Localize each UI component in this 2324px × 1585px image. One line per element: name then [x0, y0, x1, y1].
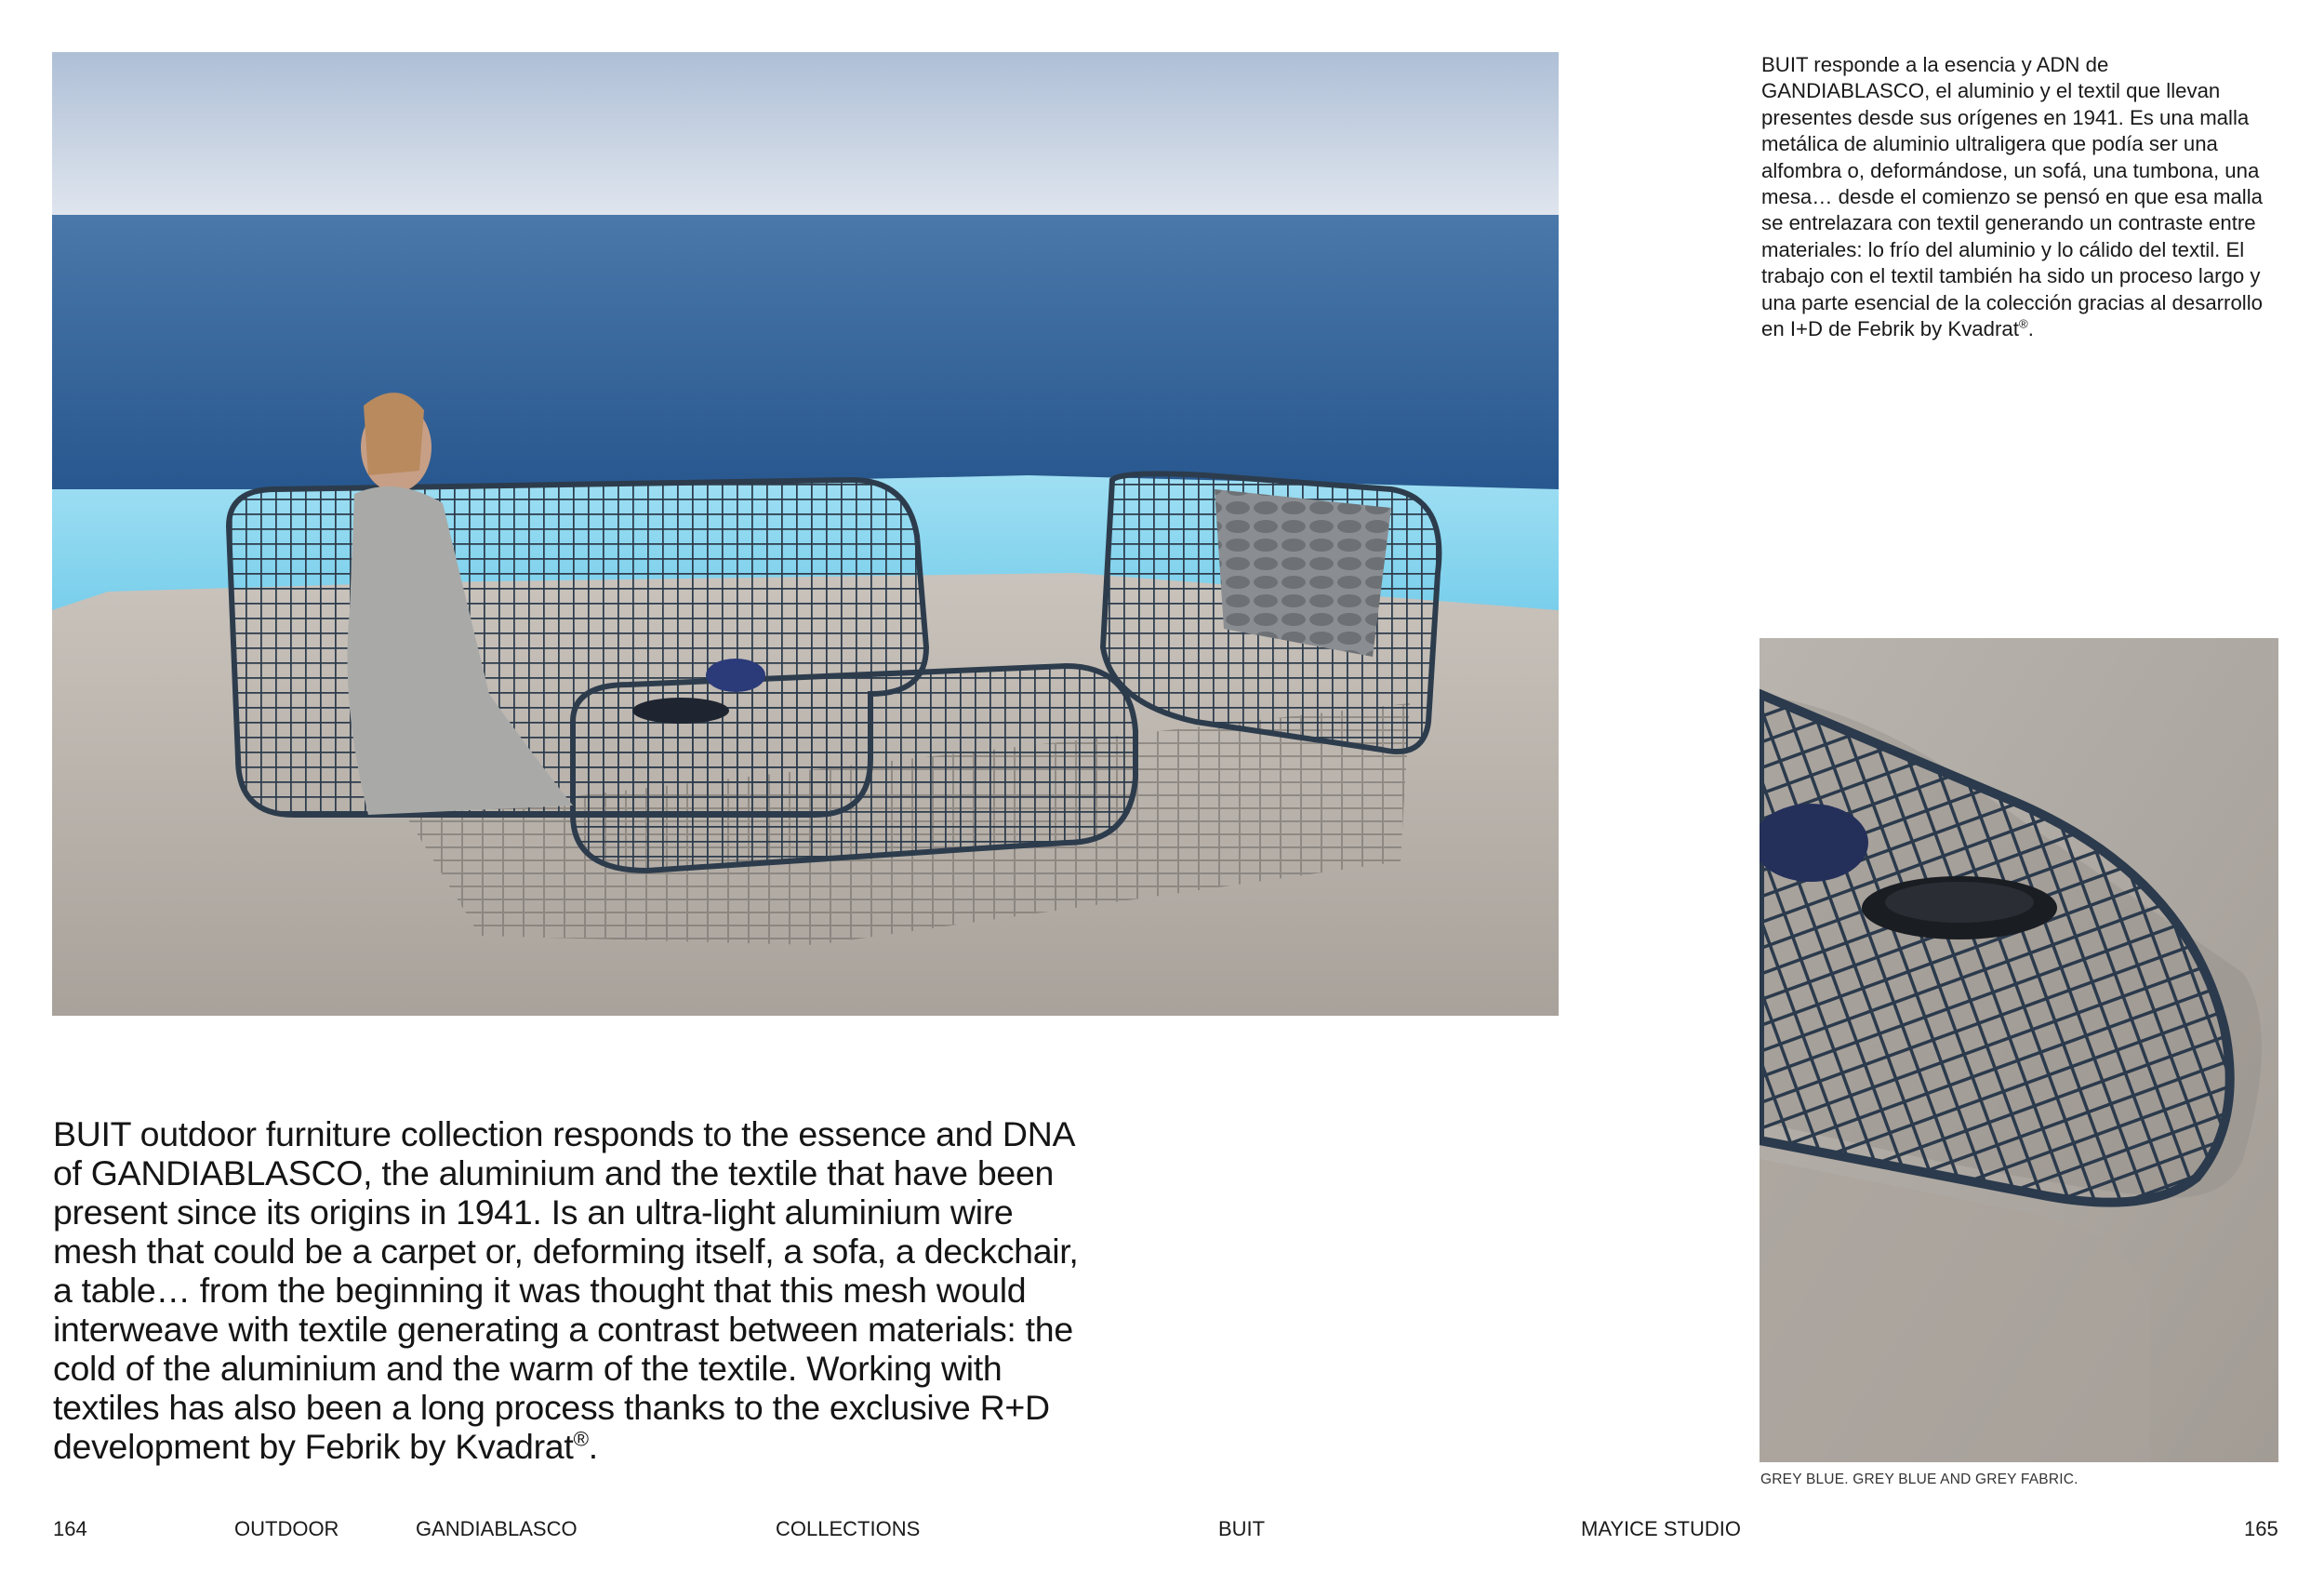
mesh-table-closeup — [1760, 638, 2278, 1462]
spanish-description: BUIT responde a la esencia y ADN de GANDIABLASCO, el aluminio y el textil que llevan presentes desde sus orígenes en 1941. Es una malla metálica de aluminio ultraligera que podía ser una alfombra o, deformándose, un sofá, una tumbona, una mesa… desde el comienzo se pensó en que esa malla se entrelazara con textil generando un contraste entre materiales: lo frío del aluminio y lo cálido del textil. El trabajo con el textil también ha sido un proceso largo y una parte esencial de la colección gracias al desarrollo en I+D de Febrik by Kvadrat®. — [1761, 53, 2263, 341]
photo-caption: GREY BLUE. GREY BLUE AND GREY FABRIC. — [1760, 1472, 2078, 1487]
english-description: BUIT outdoor furniture collection responds to the essence and DNA of GANDIABLASCO, the aluminium and the textile that have been present since its origins in 1941. Is an ultra-light aluminium wire mesh that could be a carpet or, deforming itself, a sofa, a deckchair, a table… from the beginning it was thought that this mesh would interweave with textile generating a contrast between materials: the cold of the aluminium and the warm of the textile. Working with textiles has also been a long process thanks to the exclusive R+D development by Febrik by Kvadrat®. — [53, 1114, 1079, 1466]
detail-photo — [1760, 638, 2278, 1462]
footer-brand: GANDIABLASCO — [416, 1517, 578, 1540]
footer-category: COLLECTIONS — [776, 1517, 921, 1540]
page-number-left: 164 — [53, 1517, 87, 1540]
footer-designer: MAYICE STUDIO — [1581, 1517, 1741, 1540]
page-number-right: 165 — [2244, 1517, 2278, 1540]
outdoor-terrace-scene — [52, 52, 1559, 1016]
footer-collection: BUIT — [1218, 1517, 1266, 1540]
footer-section: OUTDOOR — [234, 1517, 339, 1540]
main-photo — [52, 52, 1559, 1016]
